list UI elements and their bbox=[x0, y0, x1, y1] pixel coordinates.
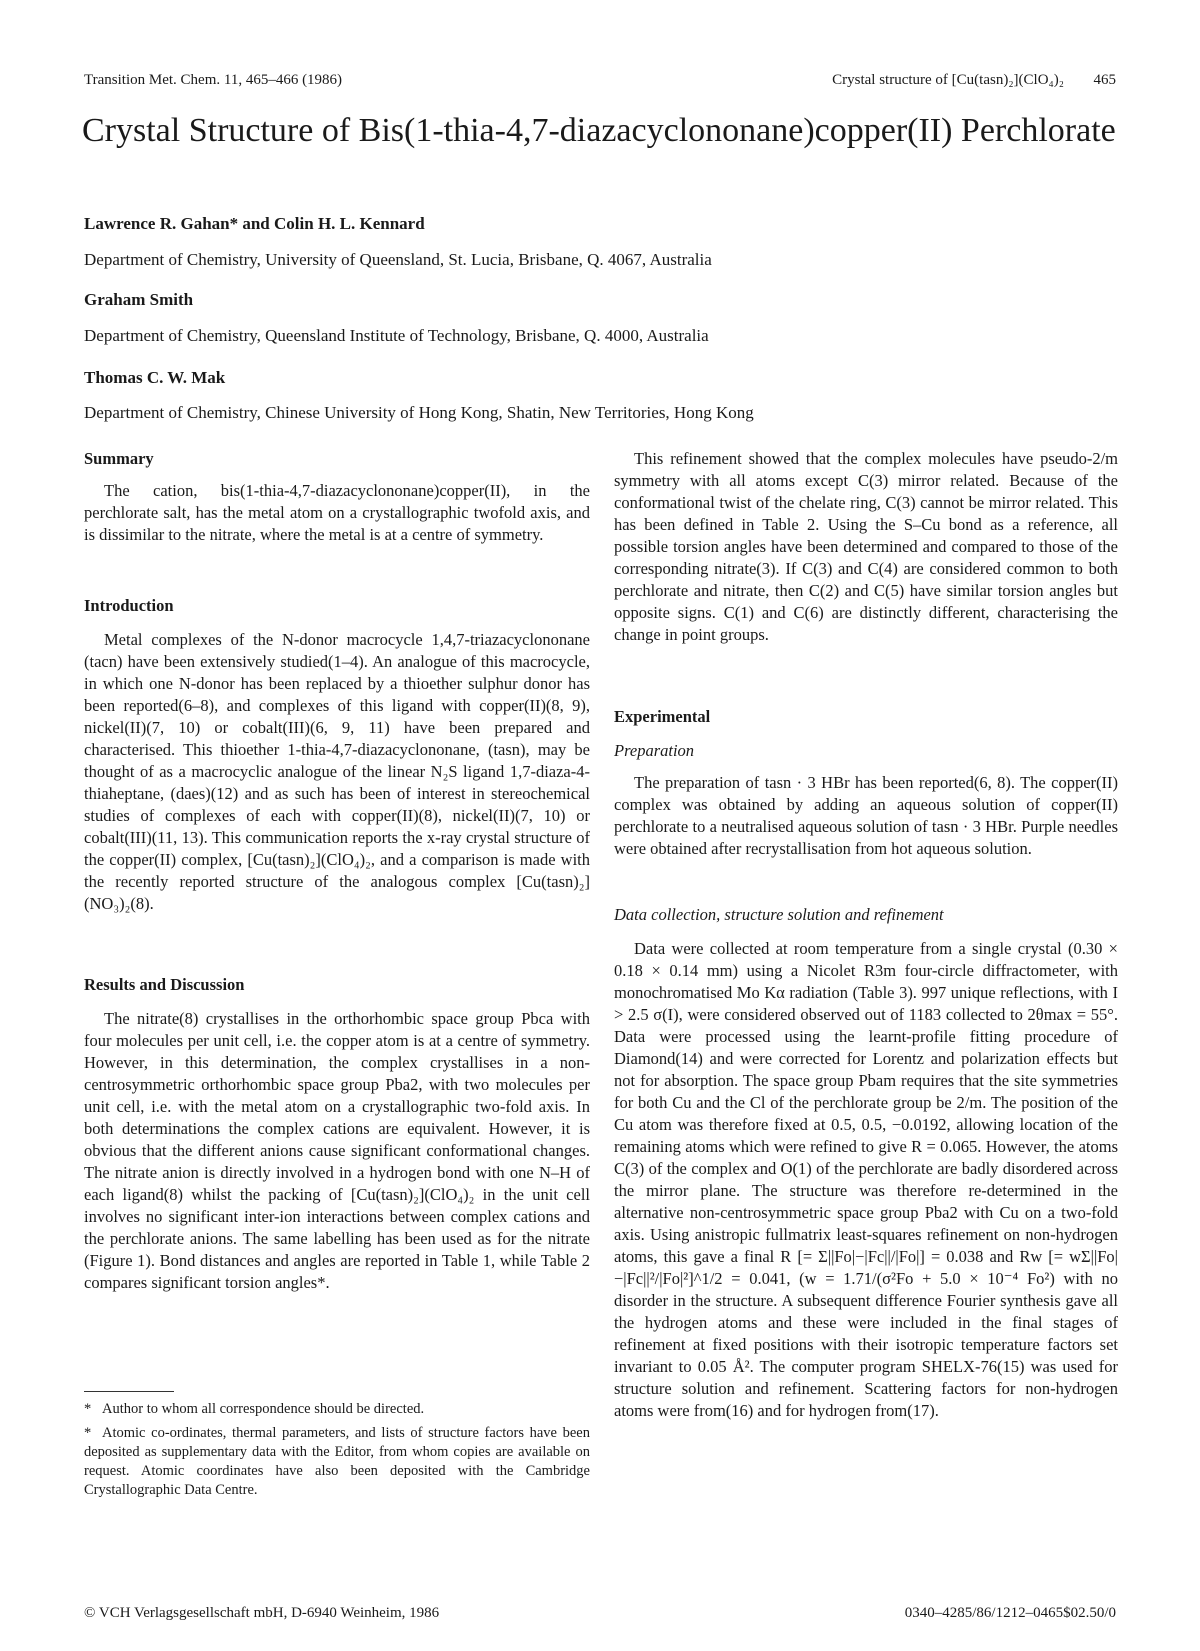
footnote-1-mark: * bbox=[84, 1401, 92, 1417]
preparation-heading: Preparation bbox=[614, 741, 695, 760]
data-collection-section bbox=[614, 904, 1118, 1422]
author-line-1: Lawrence R. Gahan* and Colin H. L. Kennard bbox=[84, 214, 425, 233]
journal-citation: Transition Met. Chem. 11, 465–466 (1986) bbox=[84, 72, 343, 88]
results-heading: Results and Discussion bbox=[84, 975, 245, 994]
results-text: The nitrate(8) crystallises in the orthorhombic space group Pbca with four molecules per unit cell, i.e. the copper atom is at a centre of symmetry. However, in this determination, the complex crystallises in a non-centrosymmetric orthorhombic space group Pba2, with two molecules per unit cell, i.e. with the metal atom on a crystallographic two-fold axis. In both determinations the complex cations are equivalent. However, it is obvious that the different anions cause significant conformational changes. The nitrate anion is directly involved in a hydrogen bond with one N–H of each ligand(8) whilst the packing of [Cu(tasn)₂](ClO₄)₂ in the unit cell involves no significant inter-ion interactions between complex cations and the perchlorate anions. The same labelling has been used as for the nitrate (Figure 1). Bond distances and angles are reported in Table 1, while Table 2 compares significant torsion angles*. bbox=[84, 1009, 590, 1292]
preparation-text: The preparation of tasn · 3 HBr has been reported(6, 8). The copper(II) complex was obtained by adding an aqueous solution of copper(II) perchlorate to a neutralised aqueous solution of tasn · 3 HBr. Purple needles were obtained after recrystallisation from hot aqueous solution. bbox=[614, 773, 1118, 858]
page-number: 465 bbox=[1093, 72, 1116, 88]
data-collection-text: Data were collected at room temperature from a single crystal (0.30 × 0.18 × 0.14 mm) using a Nicolet R3m four-circle diffractometer, with monochromatised Mo Kα radiation (Table 3). 997 unique reflections, with I > 2.5 σ(I), were considered observed out of 1183 collected to 2θmax = 55°. Data were processed using the learnt-profile fitting procedure of Diamond(14) and were corrected for Lorentz and polarization effects but not for absorption. The space group Pbam requires that the site symmetries for both Cu and the Cl of the perchlorate group be 2/m. The position of the Cu atom was therefore fixed at 0.5, 0.5, −0.0192, allowing location of the remaining atoms which were refined to give R = 0.065. However, the atoms C(3) of the complex and O(1) of the perchlorate are badly disordered across the mirror plane. The structure was therefore re-determined in the alternative non-centrosymmetric space group Pba2 with Cu on a two-fold axis. Using anistropic fullmatrix least-squares refinement on non-hydrogen atoms, this gave a final R [= Σ||Fo|−|Fc||/|Fo|] = 0.038 and Rw [= wΣ||Fo|−|Fc||²/|Fo|²]^1/2 = 0.041, (w = 1.71/(σ²Fo + 5.0 × 10⁻⁴ Fo²) with no disorder in the structure. A subsequent difference Fourier synthesis gave all the hydrogen atoms and these were included in the final stages of refinement at fixed positions with their isotropic temperature factors set invariant to 0.05 Å². The computer program SHELX-76(15) was used for structure solution and refinement. Scattering factors for non-hydrogen atoms were from(16) and for hydrogen from(17). bbox=[614, 939, 1118, 1420]
running-head bbox=[84, 72, 1116, 96]
refinement-note-section bbox=[614, 448, 1118, 646]
experimental-heading: Experimental bbox=[614, 707, 711, 726]
summary-section bbox=[84, 448, 590, 546]
introduction-section bbox=[84, 595, 590, 915]
affiliation-1: Department of Chemistry, University of Queensland, St. Lucia, Brisbane, Q. 4067, Australia bbox=[84, 250, 712, 269]
running-title: Crystal structure of [Cu(tasn)₂](ClO₄)₂ bbox=[832, 72, 1064, 88]
summary-text: The cation, bis(1-thia-4,7-diazacyclononane)copper(II), in the perchlorate salt, has the metal atom on a crystallographic twofold axis, and is dissimilar to the nitrate, where the metal is at a centre of symmetry. bbox=[84, 481, 590, 544]
affiliation-2: Department of Chemistry, Queensland Institute of Technology, Brisbane, Q. 4000, Australia bbox=[84, 326, 709, 345]
footnote-rule bbox=[84, 1391, 174, 1392]
author-line-3: Thomas C. W. Mak bbox=[84, 368, 226, 387]
article-code: 0340–4285/86/1212–0465$02.50/0 bbox=[904, 1605, 1116, 1621]
footnote-2 bbox=[84, 1424, 590, 1500]
data-collection-heading: Data collection, structure solution and refinement bbox=[614, 905, 944, 924]
author-line-2: Graham Smith bbox=[84, 290, 194, 309]
introduction-text: Metal complexes of the N-donor macrocycle 1,4,7-triazacyclononane (tacn) have been extensively studied(1–4). An analogue of this macrocycle, in which one N-donor has been replaced by a thioether sulphur donor has been reported(6–8), and complexes of this ligand with copper(II)(8, 9), nickel(II)(7, 10) or cobalt(III)(6, 9, 11) have been prepared and characterised. This thioether 1-thia-4,7-diazacyclononane, (tasn), may be thought of as a macrocyclic analogue of the linear N₂S ligand 1,7-diaza-4-thiaheptane, (daes)(12) and as such has been of interest in stereochemical studies of complexes of each with copper(II)(8), nickel(II)(7, 10) or cobalt(III)(11, 13). This communication reports the x-ray crystal structure of the copper(II) complex, [Cu(tasn)₂](ClO₄)₂, and a comparison is made with the recently reported structure of the analogous complex [Cu(tasn)₂](NO₃)₂(8). bbox=[84, 630, 590, 913]
article-title: Crystal Structure of Bis(1-thia-4,7-diazacyclononane)copper(II) Perchlorate bbox=[82, 112, 1116, 149]
footnote-1 bbox=[84, 1400, 590, 1419]
introduction-heading: Introduction bbox=[84, 596, 174, 615]
footnote-2-text: Atomic co-ordinates, thermal parameters, and lists of structure factors have been deposited as supplementary data with the Editor, from whom copies are available on request. Atomic coordinates have also been deposited with the Cambridge Crystallographic Data Centre. bbox=[84, 1425, 590, 1498]
summary-heading: Summary bbox=[84, 449, 154, 468]
results-section bbox=[84, 974, 590, 1294]
footnote-1-text: Author to whom all correspondence should be directed. bbox=[102, 1401, 425, 1417]
experimental-section bbox=[614, 706, 1118, 860]
footnote-2-mark: * bbox=[84, 1425, 92, 1441]
publisher-footer: © VCH Verlagsgesellschaft mbH, D-6940 Weinheim, 1986 bbox=[84, 1605, 440, 1621]
refinement-note-text: This refinement showed that the complex molecules have pseudo-2/m symmetry with all atoms except C(3) mirror related. Because of the conformational twist of the chelate ring, C(3) cannot be mirror related. This has been defined in Table 2. Using the S–Cu bond as a reference, all possible torsion angles have been determined and compared to those of the corresponding nitrate(3). If C(3) and C(4) are considered common to both perchlorate and nitrate, then C(2) and C(5) have similar torsion angles but opposite signs. C(1) and C(6) are distinctly different, characterising the change in point groups. bbox=[614, 449, 1118, 644]
affiliation-3: Department of Chemistry, Chinese University of Hong Kong, Shatin, New Territories, Hong Kong bbox=[84, 403, 754, 422]
